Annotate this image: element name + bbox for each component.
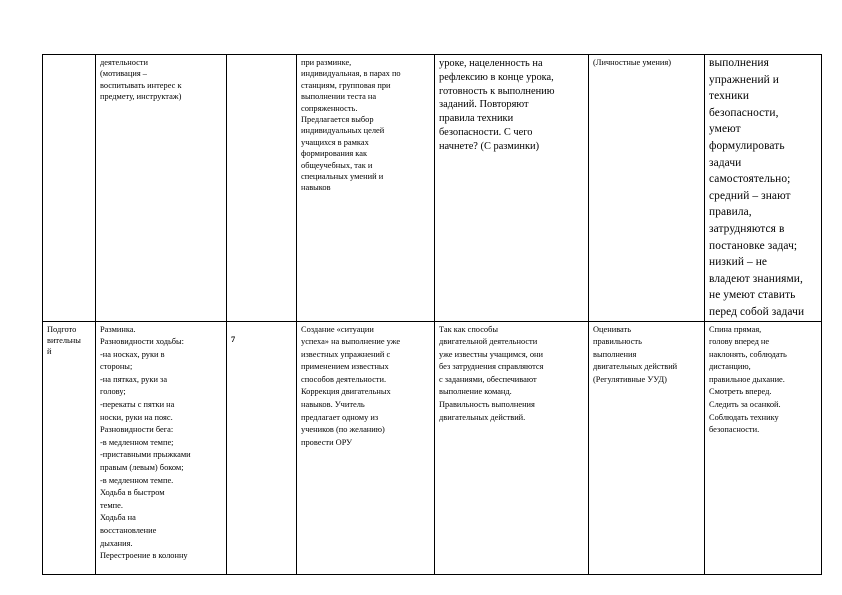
text-line: правым (левым) боком; (100, 463, 184, 473)
text-line: Правильность выполнения (439, 400, 535, 410)
text-line: -на носках, руки в (100, 349, 165, 359)
text-line: с заданиями, обеспечивают (439, 374, 537, 384)
text-line: низкий – не (709, 256, 768, 269)
text-line: двигательных действий (593, 362, 678, 372)
text-line: правильность (593, 337, 642, 347)
text-line: перед собой задачи (709, 305, 805, 318)
teacher-activity-cell (297, 55, 435, 322)
student-activity-cell (435, 55, 589, 322)
text-line: -в медленном темпе; (100, 437, 174, 447)
text-line: формулировать (709, 139, 785, 152)
text-line: сопряженность. (301, 103, 358, 113)
text-line: учащихся в рамках (301, 137, 369, 147)
result-cell (705, 55, 822, 322)
text-line: Перестроение в колонну (100, 551, 188, 561)
text-line: Ходьба в быстром (100, 488, 165, 498)
teacher-activity-cell (297, 321, 435, 574)
content-cell (96, 321, 227, 574)
text-line: навыков. Учитель (301, 400, 365, 410)
text-line: Разновидности бега: (100, 425, 174, 435)
stage-cell (43, 55, 96, 322)
text-line: индивидуальная, в парах по (301, 69, 401, 79)
text-line: при разминке, (301, 58, 352, 67)
text-line: дистанцию, (709, 362, 751, 372)
text-line: Смотреть вперед. (709, 387, 772, 397)
student-activity-cell (435, 321, 589, 574)
text-line: не умеют ставить (709, 289, 796, 302)
text-line: -на пятках, руки за (100, 374, 168, 384)
text-line: голову; (100, 387, 126, 397)
text-line: индивидуальных целей (301, 126, 385, 136)
text-line: безопасности, (709, 106, 779, 119)
text-line: правильное дыхание. (709, 374, 785, 384)
text-line: уроке, нацеленность на (439, 58, 543, 69)
uud-cell (589, 321, 705, 574)
text-line: провести ОРУ (301, 437, 353, 447)
text-line: -перекаты с пятки на (100, 400, 175, 410)
text-line: начнете? (С разминки) (439, 140, 540, 152)
text-line: способов деятельности. (301, 374, 387, 384)
text-line: безопасности. С чего (439, 126, 533, 138)
text-line: безопасности. (709, 425, 760, 435)
text-line: й (47, 347, 52, 357)
text-line: стороны; (100, 362, 133, 372)
text-line: правила техники (439, 113, 514, 125)
text-line: уже известны учащимся, они (439, 349, 544, 359)
text-line: умеют (709, 123, 741, 136)
text-line: успеха» на выполнение уже (301, 337, 401, 347)
text-line: рефлексию в конце урока, (439, 71, 554, 83)
text-line: предмету, инструктаж) (100, 92, 182, 102)
text-line: темпе. (100, 500, 123, 510)
text-line: выполнения (593, 349, 637, 359)
text-line: упражнений и (709, 73, 779, 86)
table-row (43, 55, 822, 322)
text-line: постановке задач; (709, 239, 798, 252)
text-line: (Регулятивные УУД) (593, 374, 667, 384)
text-line: формирования как (301, 149, 368, 159)
text-line: (Личностные умения) (593, 58, 672, 67)
text-line: готовность к выполнению (439, 85, 555, 97)
table-row (43, 321, 822, 574)
text-line: вительны (47, 335, 81, 345)
text-line: навыков (301, 183, 331, 193)
text-line: (мотивация – (100, 69, 147, 79)
text-line: Так как способы (439, 324, 498, 334)
text-line: без затруднения справляются (439, 362, 544, 372)
time-value: 7 (231, 334, 236, 344)
text-line: известных упражнений с (301, 349, 391, 359)
text-line: выполнения (709, 57, 769, 69)
text-line: -в медленном темпе. (100, 475, 174, 485)
text-line: двигательной деятельности (439, 337, 538, 347)
text-line: Соблюдать технику (709, 412, 779, 422)
text-line: воспитывать интерес к (100, 80, 182, 90)
text-line: предлагает одному из (301, 412, 379, 422)
text-line: учеников (по желанию) (301, 425, 385, 435)
stage-cell (43, 321, 96, 574)
lesson-plan-table (42, 54, 822, 575)
text-line: задачи (709, 156, 742, 169)
text-line: двигательных действий. (439, 412, 526, 422)
text-line: Коррекция двигательных (301, 387, 391, 397)
text-line: Подгото (47, 324, 77, 334)
text-line: станциям, групповая при (301, 80, 391, 90)
time-cell (227, 321, 297, 574)
text-line: Предлагается выбор (301, 115, 374, 125)
result-cell (705, 321, 822, 574)
text-line: Создание «ситуации (301, 324, 374, 334)
text-line: заданий. Повторяют (439, 99, 529, 111)
text-line: применением известных (301, 362, 389, 372)
text-line: выполнении теста на (301, 92, 377, 102)
text-line: дыхания. (100, 538, 133, 548)
text-line: Разминка. (100, 324, 136, 334)
text-line: специальных умений и (301, 172, 384, 182)
content-cell (96, 55, 227, 322)
text-line: восстановление (100, 526, 157, 535)
text-line: носки, руки на пояс. (100, 412, 173, 422)
text-line: Ходьба на (100, 513, 136, 523)
text-line: Разновидности ходьбы: (100, 337, 184, 347)
text-line: затрудняются в (709, 222, 785, 235)
text-line: самостоятельно; (709, 173, 791, 186)
text-line: Следить за осанкой. (709, 400, 781, 410)
text-line: голову вперед не (709, 337, 770, 347)
text-line: общеучебных, так и (301, 160, 373, 170)
text-line: правила, (709, 206, 752, 219)
time-cell (227, 55, 297, 322)
text-line: владеют знаниями, (709, 272, 803, 285)
uud-cell (589, 55, 705, 322)
text-line: средний – знают (709, 189, 791, 202)
text-line: наклонять, соблюдать (709, 349, 787, 359)
text-line: техники (709, 90, 750, 103)
text-line: Оценивать (593, 324, 632, 334)
text-line: деятельности (100, 58, 148, 67)
text-line: выполнение команд. (439, 387, 512, 397)
text-line: Спина прямая, (709, 324, 762, 334)
text-line: -приставными прыжками (100, 450, 191, 460)
